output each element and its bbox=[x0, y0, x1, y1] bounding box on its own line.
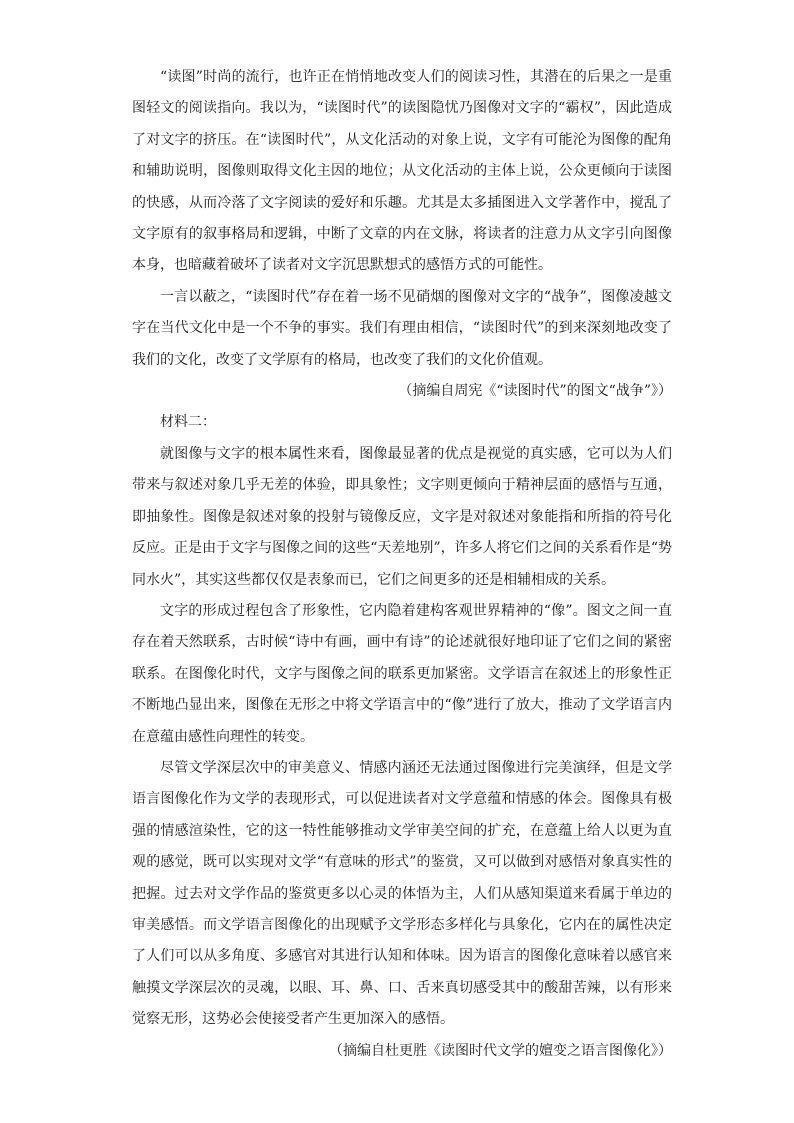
paragraph-4: 文字的形成过程包含了形象性，它内隐着建构客观世界精神的“像”。图文之间一直存在着天然联系，古时候“诗中有画，画中有诗”的论述就很好地印证了它们之间的紧密联系。在图像化时代，文字与图像之间的联系更加紧密。文学语言在叙述上的形象性正不断地凸显出来，图像在无形之中将文学语言中的“像”进行了放大，推动了文学语言内在意蕴由感性向理性的转变。 bbox=[132, 602, 672, 745]
section-heading-material-2: 材料二： bbox=[160, 414, 216, 431]
paragraph-1: “读图”时尚的流行，也许正在悄悄地改变人们的阅读习性，其潜在的后果之一是重图轻文的阅读指向。我以为，“读图时代”的读图隐忧乃图像对文字的“霸权”，因此造成了对文字的挤压。在“读图时代”，从文化活动的对象上说，文字有可能沦为图像的配角和辅助说明，图像则取得文化主因的地位；从文化活动的主体上说，公众更倾向于读图的快感，从而冷落了文字阅读的爱好和乐趣。尤其是太多插图进入文学著作中，搅乱了文字原有的叙事格局和逻辑，中断了文章的内在文脉，将读者的注意力从文字引向图像本身，也暗藏着破坏了读者对文字沉思默想式的感悟方式的可能性。 bbox=[132, 69, 672, 274]
source-citation-2: （摘编自杜更胜《读图时代文学的嬗变之语言图像化》） bbox=[329, 1042, 672, 1059]
paragraph-5: 尽管文学深层次中的审美意义、情感内涵还无法通过图像进行完美演绎，但是文学语言图像化作为文学的表现形式，可以促进读者对文学意蕴和情感的体会。图像具有极强的情感渲染性，它的这一特性能够推动文学审美空间的扩充，在意蕴上给人以更为直观的感觉，既可以实现对文学“有意味的形式”的鉴赏，又可以做到对感悟对象真实性的把握。过去对文学作品的鉴赏更多以心灵的体悟为主，人们从感知渠道来看属于单边的审美感悟。而文学语言图像化的出现赋予文学形态多样化与具象化，它内在的属性决定了人们可以从多角度、多感官对其进行认知和体味。因为语言的图像化意味着以感官来触摸文学深层次的灵魂，以眼、耳、鼻、口、舌来真切感受其中的酸甜苦辣，以有形来觉察无形，这势必会使接受者产生更加深入的感悟。 bbox=[132, 759, 672, 1028]
source-citation-1: （摘编自周宪《“读图时代”的图文“战争”》） bbox=[398, 383, 672, 400]
paragraph-3: 就图像与文字的根本属性来看，图像最显著的优点是视觉的真实感，它可以为人们带来与叙述对象几乎无差的体验，即具象性；文字则更倾向于精神层面的感悟与互通，即抽象性。图像是叙述对象的投射与镜像反应，文字是对叙述对象能指和所指的符号化反应。正是由于文字与图像之间的这些“天差地别”，许多人将它们之间的关系看作是“势同水火”，其实这些都仅仅是表象而已，它们之间更多的还是相辅相成的关系。 bbox=[132, 445, 672, 588]
article-body bbox=[132, 62, 672, 1067]
paragraph-2: 一言以蔽之，“读图时代”存在着一场不见硝烟的图像对文字的“战争”，图像凌越文字在当代文化中是一个不争的事实。我们有理由相信，“读图时代”的到来深刻地改变了我们的文化，改变了文学原有的格局，也改变了我们的文化价值观。 bbox=[132, 288, 672, 368]
